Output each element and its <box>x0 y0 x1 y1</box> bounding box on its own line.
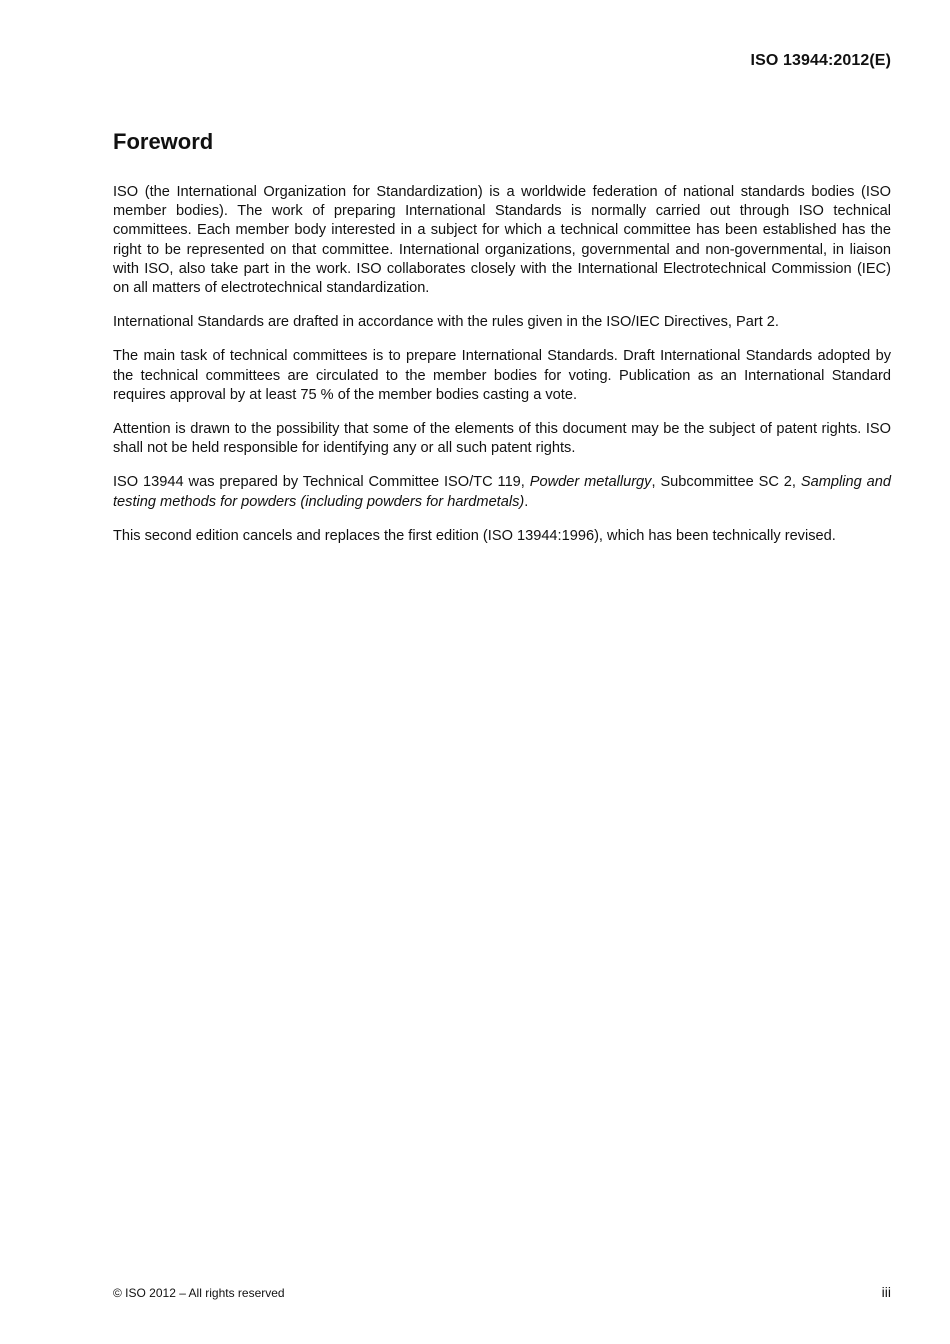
paragraph-edition: This second edition cancels and replaces the first edition (ISO 13944:1996), which has been technically revised. <box>113 527 836 544</box>
paragraph-committee-task: The main task of technical committees is to prepare International Standards. Draft International Standards adopted by the technical committees are circulated to the member bodies for voting. Publication as an International Standard requires approval by at least 75 % of the member bodies casting a vote. <box>113 348 891 403</box>
prepared-by-text: ISO 13944 was prepared by Technical Committee ISO/TC 119, <box>113 474 530 491</box>
footer-copyright: © ISO 2012 – All rights reserved <box>113 1286 285 1300</box>
prepared-by-end: . <box>524 493 529 510</box>
paragraph-prepared-by <box>113 473 891 511</box>
page-title: Foreword <box>113 129 214 154</box>
document-id: ISO 13944:2012(E) <box>750 52 891 69</box>
subcommittee-title: Sampling and testing methods for powders (including powders for hardmetals) <box>113 474 891 510</box>
committee-title: Powder metallurgy <box>529 474 652 491</box>
foreword-body <box>113 183 891 561</box>
paragraph-drafting-rules: International Standards are drafted in accordance with the rules given in the ISO/IEC Directives, Part 2. <box>113 314 779 331</box>
paragraph-patent-rights: Attention is drawn to the possibility that some of the elements of this document may be the subject of patent rights. ISO shall not be held responsible for identifying any or all such patent rights. <box>113 421 891 457</box>
footer-page-number: iii <box>881 1284 891 1300</box>
subcommittee-text: , Subcommittee SC 2, <box>651 474 801 491</box>
paragraph-iso-federation: ISO (the International Organization for Standardization) is a worldwide federation of national standards bodies (ISO member bodies). The work of preparing International Standards is normally carried out through ISO technical committees. Each member body interested in a subject for which a technical committee has been established has the right to be represented on that committee. International organizations, governmental and non-governmental, in liaison with ISO, also take part in the work. ISO collaborates closely with the International Electrotechnical Commission (IEC) on all matters of electrotechnical standardization. <box>113 184 891 297</box>
